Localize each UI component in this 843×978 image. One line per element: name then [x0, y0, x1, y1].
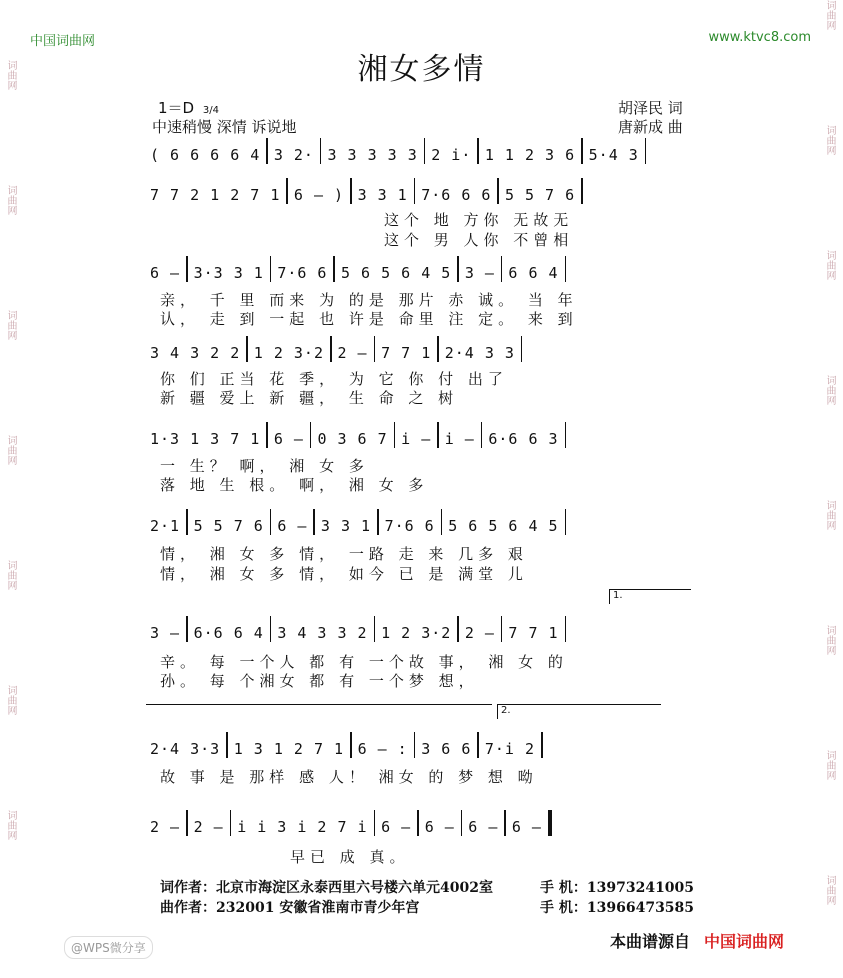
- composer-label: 曲作者：: [160, 900, 216, 916]
- barline: [186, 616, 188, 642]
- measure: 5 6 5 6 4 5: [340, 264, 452, 282]
- watermark-text: 词曲网: [5, 685, 16, 715]
- measure: ( 6 6 6 6 4: [150, 146, 261, 164]
- key-text: 1＝D: [158, 99, 195, 117]
- measure: 7 7 1: [508, 624, 559, 642]
- left-watermark-strip: [0, 0, 24, 978]
- barline: [565, 509, 567, 535]
- final-barline: [548, 810, 552, 836]
- score-line-4: [150, 338, 692, 362]
- barline: [374, 810, 376, 836]
- measure: i –: [401, 430, 432, 448]
- measure: 2·4 3·3: [150, 740, 221, 758]
- barline: [414, 732, 416, 758]
- phone-number: 13973241005: [586, 880, 695, 896]
- measure: 2·1: [150, 517, 181, 535]
- measure: 1 1 2 3 6: [484, 146, 576, 164]
- barline: [394, 422, 396, 448]
- composer-address: 232001 安徽省淮南市青少年宫: [216, 900, 420, 916]
- lyric-line: 故 事 是 那样 感 人！ 湘女 的 梦 想 呦: [160, 768, 538, 786]
- lyric-line: 早已 成 真。: [290, 848, 410, 866]
- measure: 6·6 6 3: [488, 430, 559, 448]
- measure: 3 4 3 2 2: [150, 344, 241, 362]
- score-line-3: [150, 258, 692, 282]
- watermark-text: 词曲网: [5, 810, 16, 840]
- measure: 3 –: [464, 264, 495, 282]
- watermark-text: 词曲网: [824, 0, 835, 30]
- barline: [246, 336, 248, 362]
- barline: [521, 336, 523, 362]
- measure: 5 5 7 6: [193, 517, 264, 535]
- measure: 6 –: [150, 264, 181, 282]
- phone-label: 手 机：: [540, 900, 587, 916]
- measure: 7·i 2: [484, 740, 536, 758]
- barline: [541, 732, 543, 758]
- barline: [437, 336, 439, 362]
- measure: 5 5 7 6: [504, 186, 576, 204]
- source-credit: [610, 929, 784, 952]
- measure: 5·4 3: [588, 146, 639, 164]
- measure: 7·6 6 6: [421, 186, 492, 204]
- barline: [186, 810, 188, 836]
- barline: [645, 138, 647, 164]
- barline: [481, 422, 483, 448]
- watermark-text: 词曲网: [824, 750, 835, 780]
- barline: [313, 509, 315, 535]
- barline: [441, 509, 443, 535]
- measure: 7·6 6: [384, 517, 435, 535]
- section-divider: [146, 704, 492, 705]
- barline: [457, 616, 459, 642]
- measure: 3 6 6: [421, 740, 472, 758]
- tempo-marking: 中速稍慢 深情 诉说地: [152, 118, 297, 136]
- phone-label: 手 机：: [540, 880, 587, 896]
- barline: [286, 178, 288, 204]
- measure: 2 –: [337, 344, 368, 362]
- watermark-text: 词曲网: [5, 60, 16, 90]
- lyric-verse-1: 亲， 千 里 而来 为 的是 那片 赤 诚。 当 年: [160, 291, 578, 309]
- barline: [501, 256, 503, 282]
- measure: 3 3 1: [320, 517, 372, 535]
- measure: 7 7 2 1 2 7 1: [150, 186, 281, 204]
- score-line-8: [150, 734, 692, 758]
- meter-text: 3/4: [202, 105, 219, 116]
- barline: [581, 138, 583, 164]
- volta-label: 2.: [501, 705, 511, 716]
- watermark-text: 词曲网: [5, 435, 16, 465]
- measure: 7 7 1: [381, 344, 432, 362]
- site-url-right[interactable]: www.ktvc8.com: [708, 30, 811, 45]
- barline: [504, 810, 506, 836]
- barline: [565, 616, 567, 642]
- barline: [230, 810, 232, 836]
- barline: [320, 138, 322, 164]
- barline: [226, 732, 228, 758]
- measure: 6 –: [273, 430, 304, 448]
- measure: 3 3 1: [357, 186, 408, 204]
- score-line-5: [150, 424, 692, 448]
- wps-share-badge[interactable]: @WPS微分享: [64, 936, 153, 959]
- barline: [565, 422, 567, 448]
- measure: i –: [444, 430, 475, 448]
- barline: [477, 138, 479, 164]
- measure: 3 4 3 3 2: [277, 624, 368, 642]
- measure: 3 –: [150, 624, 181, 642]
- lyric-verse-2: 这个 男 人你 不曾相: [384, 231, 574, 249]
- measure: 2 –: [150, 818, 181, 836]
- measure: 6 –: [511, 818, 542, 836]
- lyricist-contact: [160, 877, 493, 897]
- lyric-verse-1: 你 们 正当 花 季， 为 它 你 付 出了: [160, 370, 508, 388]
- lyricist-address: 北京市海淀区永泰西里六号楼六单元4002室: [216, 880, 493, 896]
- volta-label: 1.: [613, 590, 623, 601]
- composer-contact: [160, 897, 419, 917]
- barline: [266, 422, 268, 448]
- barline: [374, 336, 376, 362]
- song-title: 湘女多情: [357, 52, 486, 87]
- barline: [424, 138, 426, 164]
- measure: 6·6 6 4: [193, 624, 264, 642]
- barline: [437, 422, 439, 448]
- measure: 6 6 4: [508, 264, 559, 282]
- barline: [330, 336, 332, 362]
- measure: 6 –: [468, 818, 499, 836]
- measure: 2 –: [193, 818, 224, 836]
- measure: 6 –: [277, 517, 308, 535]
- measure: 3 2·: [273, 146, 314, 164]
- phone-number: 13966473585: [586, 900, 695, 916]
- lyricist-label: 词作者：: [160, 880, 216, 896]
- measure: 6 – ): [293, 186, 345, 204]
- measure: 2 i·: [431, 146, 472, 164]
- watermark-text: 词曲网: [5, 185, 16, 215]
- measure: 2 –: [464, 624, 495, 642]
- score-line-6: [150, 511, 692, 535]
- barline: [186, 509, 188, 535]
- barline: [461, 810, 463, 836]
- measure: 6 – :: [357, 740, 408, 758]
- first-ending-bracket: [609, 589, 691, 604]
- source-label: 本曲谱源自: [610, 932, 691, 951]
- barline: [414, 178, 416, 204]
- measure: 1 2 3·2: [381, 624, 452, 642]
- measure: 3 3 3 3 3: [327, 146, 418, 164]
- site-name-left[interactable]: 中国词曲网: [30, 34, 96, 49]
- second-ending-bracket: [497, 704, 661, 719]
- lyric-verse-2: 新 疆 爱上 新 疆， 生 命 之 树: [160, 389, 459, 407]
- source-site-link[interactable]: 中国词曲网: [704, 932, 785, 951]
- lyricist-credit: 胡泽民 词: [618, 99, 683, 117]
- composer-credit: 唐新成 曲: [618, 118, 683, 136]
- lyric-verse-2: 孙。 每 个湘女 都 有 一个梦 想，: [160, 672, 479, 690]
- barline: [374, 616, 376, 642]
- barline: [270, 256, 272, 282]
- lyric-verse-1: 这个 地 方你 无故无: [384, 211, 574, 229]
- barline: [266, 138, 268, 164]
- lyric-verse-2: 情， 湘 女 多 情， 如今 已 是 满堂 儿: [160, 565, 528, 583]
- barline: [350, 732, 352, 758]
- score-line-9: [150, 812, 692, 836]
- watermark-text: 词曲网: [5, 310, 16, 340]
- watermark-text: 词曲网: [824, 875, 835, 905]
- barline: [497, 178, 499, 204]
- key-signature: [158, 97, 219, 118]
- measure: 6 –: [424, 818, 455, 836]
- composer-phone: [540, 897, 694, 917]
- lyric-verse-1: 辛。 每 一个人 都 有 一个故 事， 湘 女 的: [160, 653, 568, 671]
- barline: [186, 256, 188, 282]
- barline: [417, 810, 419, 836]
- measure: 5 6 5 6 4 5: [448, 517, 559, 535]
- measure: 6 –: [381, 818, 412, 836]
- watermark-text: 词曲网: [824, 375, 835, 405]
- barline: [581, 178, 583, 204]
- barline: [457, 256, 459, 282]
- watermark-text: 词曲网: [824, 250, 835, 280]
- lyric-verse-2: 落 地 生 根。 啊， 湘 女 多: [160, 476, 429, 494]
- watermark-text: 词曲网: [5, 560, 16, 590]
- measure: 3·3 3 1: [193, 264, 264, 282]
- measure: 1 3 1 2 7 1: [233, 740, 345, 758]
- score-line-7: [150, 618, 692, 642]
- watermark-text: 词曲网: [824, 500, 835, 530]
- score-line-1: [150, 140, 692, 164]
- measure: 1 2 3·2: [253, 344, 324, 362]
- lyricist-phone: [540, 877, 694, 897]
- measure: 1·3 1 3 7 1: [150, 430, 261, 448]
- measure: 0 3 6 7: [317, 430, 388, 448]
- watermark-text: 词曲网: [824, 125, 835, 155]
- barline: [333, 256, 335, 282]
- right-watermark-strip: [819, 0, 843, 978]
- barline: [310, 422, 312, 448]
- barline: [270, 616, 272, 642]
- barline: [270, 509, 272, 535]
- barline: [565, 256, 567, 282]
- measure: 2·4 3 3: [444, 344, 515, 362]
- barline: [501, 616, 503, 642]
- lyric-verse-2: 认， 走 到 一起 也 许是 命里 注 定。 来 到: [160, 310, 578, 328]
- lyric-verse-1: 一 生？ 啊， 湘 女 多: [160, 457, 369, 475]
- measure: i i 3 i 2 7 i: [237, 818, 368, 836]
- score-line-2: [150, 180, 692, 204]
- barline: [477, 732, 479, 758]
- barline: [377, 509, 379, 535]
- measure: 7·6 6: [277, 264, 328, 282]
- watermark-text: 词曲网: [824, 625, 835, 655]
- lyric-verse-1: 情， 湘 女 多 情， 一路 走 来 几多 艰: [160, 545, 528, 563]
- barline: [350, 178, 352, 204]
